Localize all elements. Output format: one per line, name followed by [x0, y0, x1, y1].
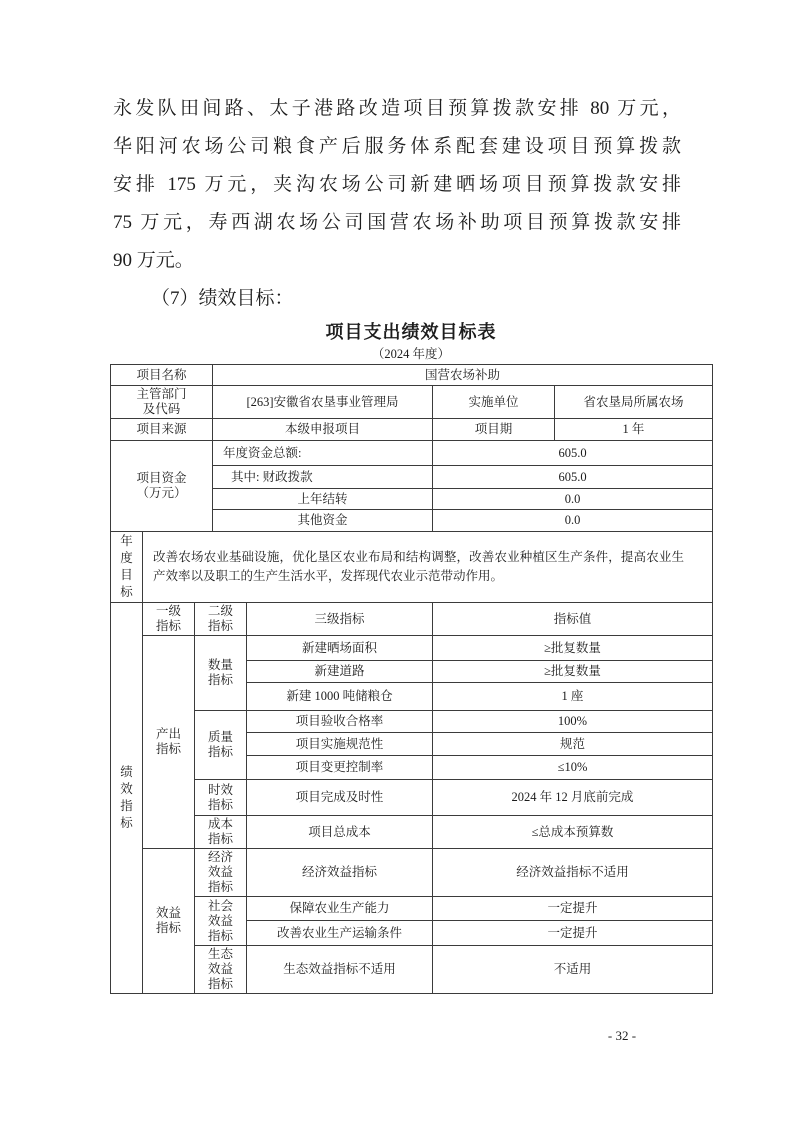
perf-side-label: 绩效指标 [111, 603, 143, 994]
indicator-name: 项目变更控制率 [247, 756, 433, 780]
funding-row-value: 0.0 [433, 489, 713, 510]
indicator-name: 生态效益指标不适用 [247, 946, 433, 994]
table-row [111, 780, 713, 816]
indicator-value: 2024 年 12 月底前完成 [433, 780, 713, 816]
indicator-name: 项目完成及时性 [247, 780, 433, 816]
indicator-name: 保障农业生产能力 [247, 897, 433, 921]
source-label: 项目来源 [111, 419, 213, 441]
table-row [111, 532, 713, 603]
project-name-label: 项目名称 [111, 365, 213, 386]
section-heading: （7）绩效目标： [151, 288, 294, 309]
table-row [111, 441, 713, 466]
level2-time: 时效指标 [195, 780, 247, 816]
table-row [111, 897, 713, 921]
paragraph-line: 90 万元。 [113, 250, 194, 271]
indicator-value: 1 座 [433, 683, 713, 711]
indicator-name: 新建晒场面积 [247, 636, 433, 661]
funding-row-value: 0.0 [433, 510, 713, 532]
level2-social: 社会效益指标 [195, 897, 247, 946]
annual-goal-table [110, 531, 713, 603]
dept-label: 主管部门及代码 [111, 386, 213, 419]
header-level3: 三级指标 [247, 603, 433, 636]
indicator-value: 一定提升 [433, 897, 713, 921]
header-level1: 一级指标 [143, 603, 195, 636]
page-number: - 32 - [607, 1028, 637, 1043]
table-row [111, 946, 713, 994]
indicator-value: 不适用 [433, 946, 713, 994]
table-row [111, 711, 713, 733]
body-paragraph [113, 90, 681, 318]
level2-cost: 成本指标 [195, 816, 247, 849]
level2-ecological: 生态效益指标 [195, 946, 247, 994]
table-subtitle: （2024 年度） [371, 347, 451, 361]
indicator-name: 项目总成本 [247, 816, 433, 849]
table-row [111, 636, 713, 661]
paragraph-line: 75 万元，寿西湖农场公司国营农场补助项目预算拨款安排 [113, 212, 681, 233]
indicator-value: 规范 [433, 733, 713, 756]
indicator-value: 100% [433, 711, 713, 733]
funding-row-label: 年度资金总额: [213, 441, 433, 466]
table-row [111, 849, 713, 897]
indicator-value: ≥批复数量 [433, 636, 713, 661]
level1-benefit: 效益指标 [143, 849, 195, 994]
source-value: 本级申报项目 [213, 419, 433, 441]
indicator-name: 项目验收合格率 [247, 711, 433, 733]
funding-row-label: 其中: 财政拨款 [213, 466, 433, 489]
indicator-value: 一定提升 [433, 921, 713, 946]
indicator-value: ≤总成本预算数 [433, 816, 713, 849]
header-level2: 二级指标 [195, 603, 247, 636]
annual-goal-text: 改善农场农业基础设施，优化垦区农业布局和结构调整，改善农业种植区生产条件，提高农业生产效率以及职工的生产生活水平，发挥现代农业示范带动作用。 [143, 532, 713, 603]
table-title: 项目支出绩效目标表 [325, 322, 497, 342]
project-name-value: 国营农场补助 [213, 365, 713, 386]
indicator-name: 改善农业生产运输条件 [247, 921, 433, 946]
level2-quantity: 数量指标 [195, 636, 247, 711]
indicator-value: ≤10% [433, 756, 713, 780]
header-value: 指标值 [433, 603, 713, 636]
indicator-name: 项目实施规范性 [247, 733, 433, 756]
funding-row-label: 上年结转 [213, 489, 433, 510]
funding-row-value: 605.0 [433, 441, 713, 466]
impl-unit-label: 实施单位 [433, 386, 555, 419]
funding-label: 项目资金（万元） [111, 441, 213, 532]
indicator-table [110, 602, 713, 994]
level1-output: 产出指标 [143, 636, 195, 849]
table-row [111, 365, 713, 386]
indicator-name: 经济效益指标 [247, 849, 433, 897]
paragraph-line: 华阳河农场公司粮食产后服务体系配套建设项目预算拨款 [113, 136, 681, 157]
table-row [111, 816, 713, 849]
impl-unit-value: 省农垦局所属农场 [555, 386, 713, 419]
indicator-value: ≥批复数量 [433, 661, 713, 683]
level2-quality: 质量指标 [195, 711, 247, 780]
level2-economic: 经济效益指标 [195, 849, 247, 897]
table-row [111, 386, 713, 419]
period-label: 项目期 [433, 419, 555, 441]
dept-value: [263]安徽省农垦事业管理局 [213, 386, 433, 419]
funding-row-value: 605.0 [433, 466, 713, 489]
period-value: 1 年 [555, 419, 713, 441]
table-row [111, 419, 713, 441]
indicator-value: 经济效益指标不适用 [433, 849, 713, 897]
funding-row-label: 其他资金 [213, 510, 433, 532]
annual-goal-label: 年度目标 [111, 532, 143, 603]
indicator-name: 新建道路 [247, 661, 433, 683]
paragraph-line: 永发队田间路、太子港路改造项目预算拨款安排 80 万元， [113, 98, 681, 119]
project-info-table [110, 364, 713, 532]
paragraph-line: 安排 175 万元，夹沟农场公司新建晒场项目预算拨款安排 [113, 174, 681, 195]
indicator-name: 新建 1000 吨储粮仓 [247, 683, 433, 711]
performance-target-table [110, 364, 712, 994]
table-row [111, 603, 713, 636]
